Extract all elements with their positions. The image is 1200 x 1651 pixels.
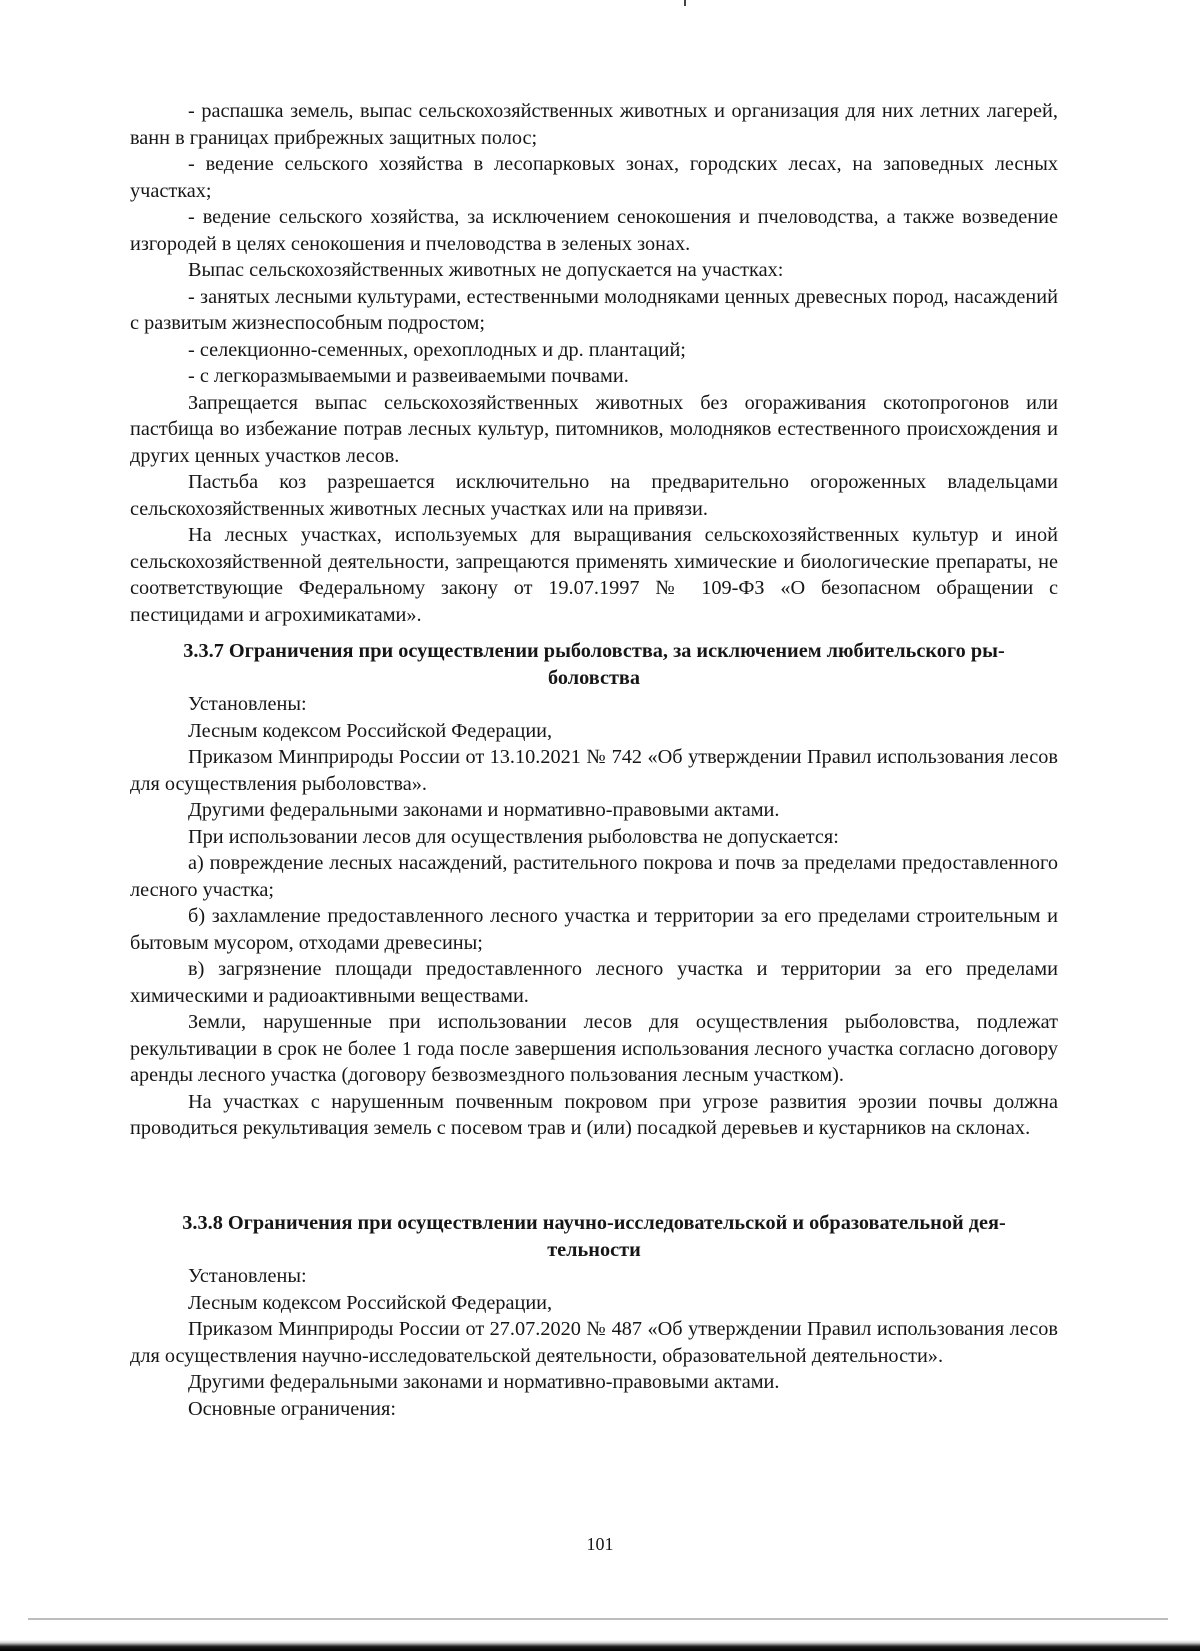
paragraph: б) захламление предоставленного лесного участка и территории за его пределами строительным и бытовым мусором, отходами древесины;	[130, 905, 1058, 954]
section-heading-line1: 3.3.8 Ограничения при осуществлении научно-исследовательской и образовательной дея-	[182, 1212, 1006, 1234]
section-heading-line2: тельности	[547, 1238, 641, 1261]
paragraph: - распашка земель, выпас сельскохозяйственных животных и организация для них летних лагерей, ванн в границах прибрежных защитных полос;	[130, 100, 1058, 149]
section-heading-line2: боловства	[547, 666, 641, 689]
paragraph: - с легкоразмываемыми и развеиваемыми почвами.	[188, 365, 629, 387]
paragraph: - занятых лесными культурами, естественными молодняками ценных древесных пород, насаждений с развитым жизнеспособным подростом;	[130, 285, 1058, 334]
paragraph: Установлены:	[188, 1265, 307, 1287]
paragraph: - ведение сельского хозяйства в лесопарковых зонах, городских лесах, на заповедных лесных участках;	[130, 153, 1058, 202]
paragraph: Запрещается выпас сельскохозяйственных животных без огораживания скотопрогонов или пастбища во избежание потрав лесных культур, питомников, молодняков естественного происхождения и других ценных участков лесов.	[130, 391, 1058, 467]
paragraph: Основные ограничения:	[188, 1397, 396, 1420]
intro-block	[130, 98, 1058, 628]
paragraph: - ведение сельского хозяйства, за исключением сенокошения и пчеловодства, а также возведение изгородей в целях сенокошения и пчеловодства в зеленых зонах.	[130, 206, 1058, 255]
paragraph: На лесных участках, используемых для выращивания сельскохозяйственных культур и иной сельскохозяйственной деятельности, запрещаются применять химические и биологические препараты, не соответствующие Федеральному закону от 19.07.1997 № 109-ФЗ «О безопасном обращении с пестицидами и агрохимикатами».	[130, 524, 1058, 626]
paragraph: Установлены:	[188, 693, 307, 715]
paragraph: в) загрязнение площади предоставленного лесного участка и территории за его пределами химическими и радиоактивными веществами.	[130, 958, 1058, 1007]
paragraph: Лесным кодексом Российской Федерации,	[188, 719, 553, 742]
paragraph: Приказом Минприроды России от 27.07.2020 № 487 «Об утверждении Правил использования лесов для осуществления научно-исследовательской деятельности, образовательной деятельности».	[130, 1318, 1058, 1367]
paragraph: Пастьба коз разрешается исключительно на предварительно огороженных владельцами сельскохозяйственных животных лесных участках или на привязи.	[130, 471, 1058, 520]
paragraph: На участках с нарушенным почвенным покровом при угрозе развития эрозии почвы должна проводиться рекультивация земель с посевом трав и (или) посадкой деревьев и кустарников на склонах.	[130, 1090, 1058, 1139]
scan-shadow-line	[28, 1618, 1168, 1620]
page-number: 101	[586, 1534, 614, 1554]
paragraph: При использовании лесов для осуществления рыболовства не допускается:	[188, 825, 839, 848]
section-3-3-8	[130, 1210, 1058, 1422]
paragraph: - селекционно-семенных, орехоплодных и др. плантаций;	[188, 338, 686, 361]
scan-bottom-edge	[0, 1640, 1200, 1651]
section-heading	[130, 638, 1058, 691]
paragraph: Лесным кодексом Российской Федерации,	[188, 1291, 553, 1314]
section-heading	[130, 1210, 1058, 1263]
section-heading-line1: 3.3.7 Ограничения при осуществлении рыболовства, за исключением любительского ры-	[183, 640, 1005, 662]
paragraph: а) повреждение лесных насаждений, растительного покрова и почв за пределами предоставленного лесного участка;	[130, 852, 1058, 901]
paragraph: Выпас сельскохозяйственных животных не допускается на участках:	[188, 259, 784, 281]
scan-artifact-mark	[684, 0, 686, 6]
section-3-3-7	[130, 638, 1058, 1142]
paragraph: Другими федеральными законами и нормативно-правовыми актами.	[188, 799, 780, 821]
paragraph: Земли, нарушенные при использовании лесов для осуществления рыболовства, подлежат рекультивации в срок не более 1 года после завершения использования лесного участка согласно договору аренды лесного участка (договору безвозмездного пользования лесным участком).	[130, 1011, 1058, 1086]
paragraph: Приказом Минприроды России от 13.10.2021 № 742 «Об утверждении Правил использования лесов для осуществления рыболовства».	[130, 746, 1058, 795]
paragraph: Другими федеральными законами и нормативно-правовыми актами.	[188, 1371, 780, 1393]
